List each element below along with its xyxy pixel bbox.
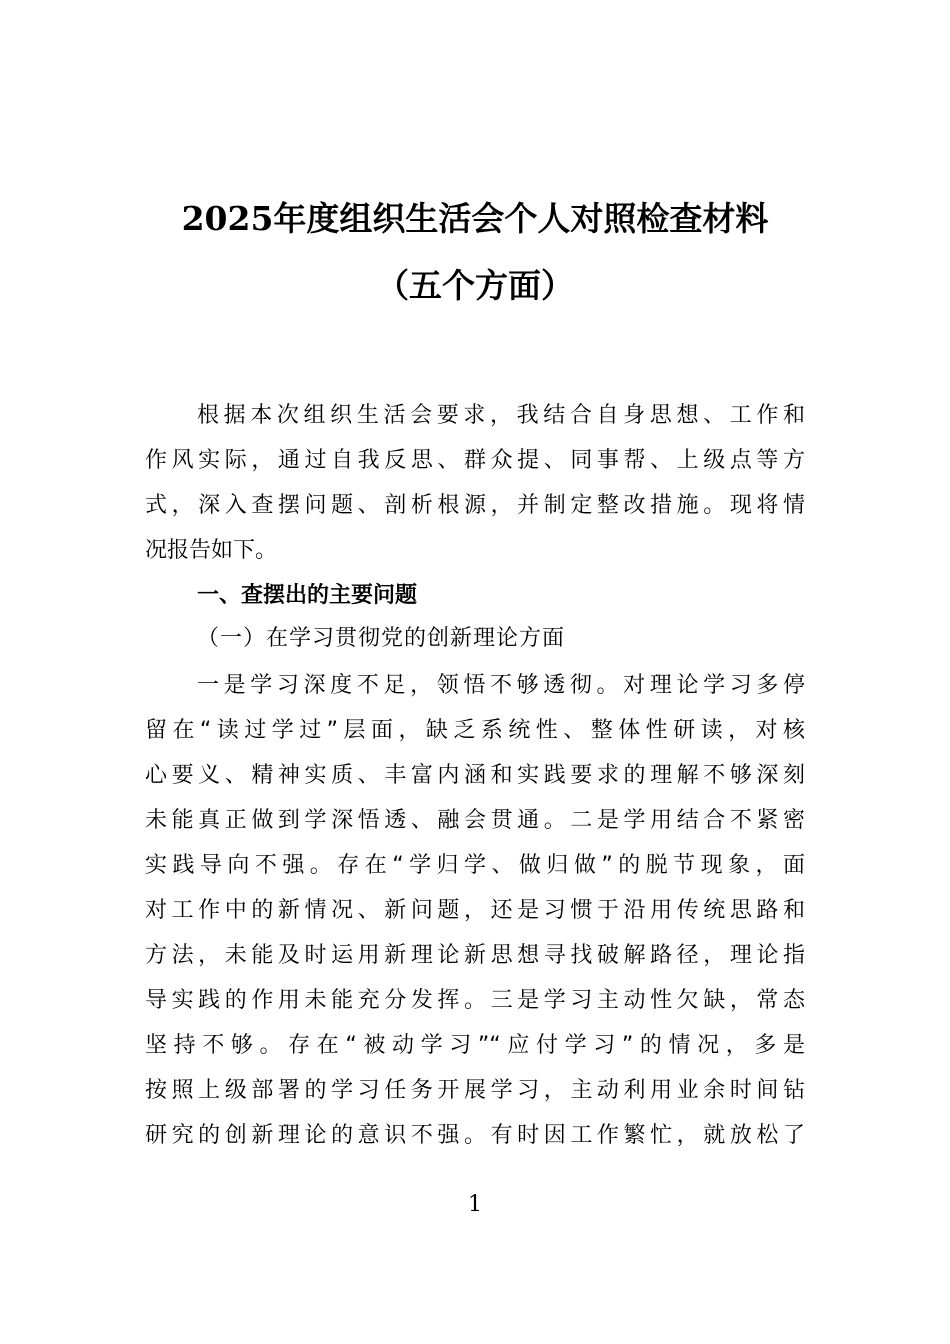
paragraph-line: 未能真正做到学深悟透、融会贯通。二是学用结合不紧密	[145, 808, 805, 833]
paragraph-line: 方法，未能及时运用新理论新思想寻找破解路径，理论指	[145, 943, 805, 968]
subsection-heading: （一）在学习贯彻党的创新理论方面	[197, 626, 566, 651]
paragraph-line: 导实践的作用未能充分发挥。三是学习主动性欠缺，常态	[145, 988, 805, 1013]
paragraph-line: 对工作中的新情况、新问题，还是习惯于沿用传统思路和	[145, 898, 805, 923]
paragraph-line: 一是学习深度不足，领悟不够透彻。对理论学习多停	[197, 673, 805, 698]
paragraph-line: 坚持不够。存在“被动学习”“应付学习”的情况，多是	[145, 1033, 805, 1058]
paragraph-line: 作风实际，通过自我反思、群众提、同事帮、上级点等方	[145, 448, 805, 473]
document-subtitle: （五个方面）	[376, 266, 574, 305]
paragraph-line: 况报告如下。	[145, 538, 278, 563]
page-number: 1	[468, 1192, 482, 1217]
paragraph-line: 心要义、精神实质、丰富内涵和实践要求的理解不够深刻	[145, 763, 805, 788]
document-title: 2025年度组织生活会个人对照检查材料	[181, 199, 769, 238]
section-heading: 一、查摆出的主要问题	[197, 583, 418, 608]
paragraph-line: 式，深入查摆问题、剖析根源，并制定整改措施。现将情	[145, 493, 805, 518]
paragraph-line: 根据本次组织生活会要求，我结合自身思想、工作和	[197, 403, 805, 428]
paragraph-line: 留在“读过学过”层面，缺乏系统性、整体性研读，对核	[145, 718, 805, 743]
paragraph-line: 研究的创新理论的意识不强。有时因工作繁忙，就放松了	[145, 1123, 805, 1148]
paragraph-line: 按照上级部署的学习任务开展学习，主动利用业余时间钻	[145, 1078, 805, 1103]
paragraph-line: 实践导向不强。存在“学归学、做归做”的脱节现象，面	[145, 853, 805, 878]
